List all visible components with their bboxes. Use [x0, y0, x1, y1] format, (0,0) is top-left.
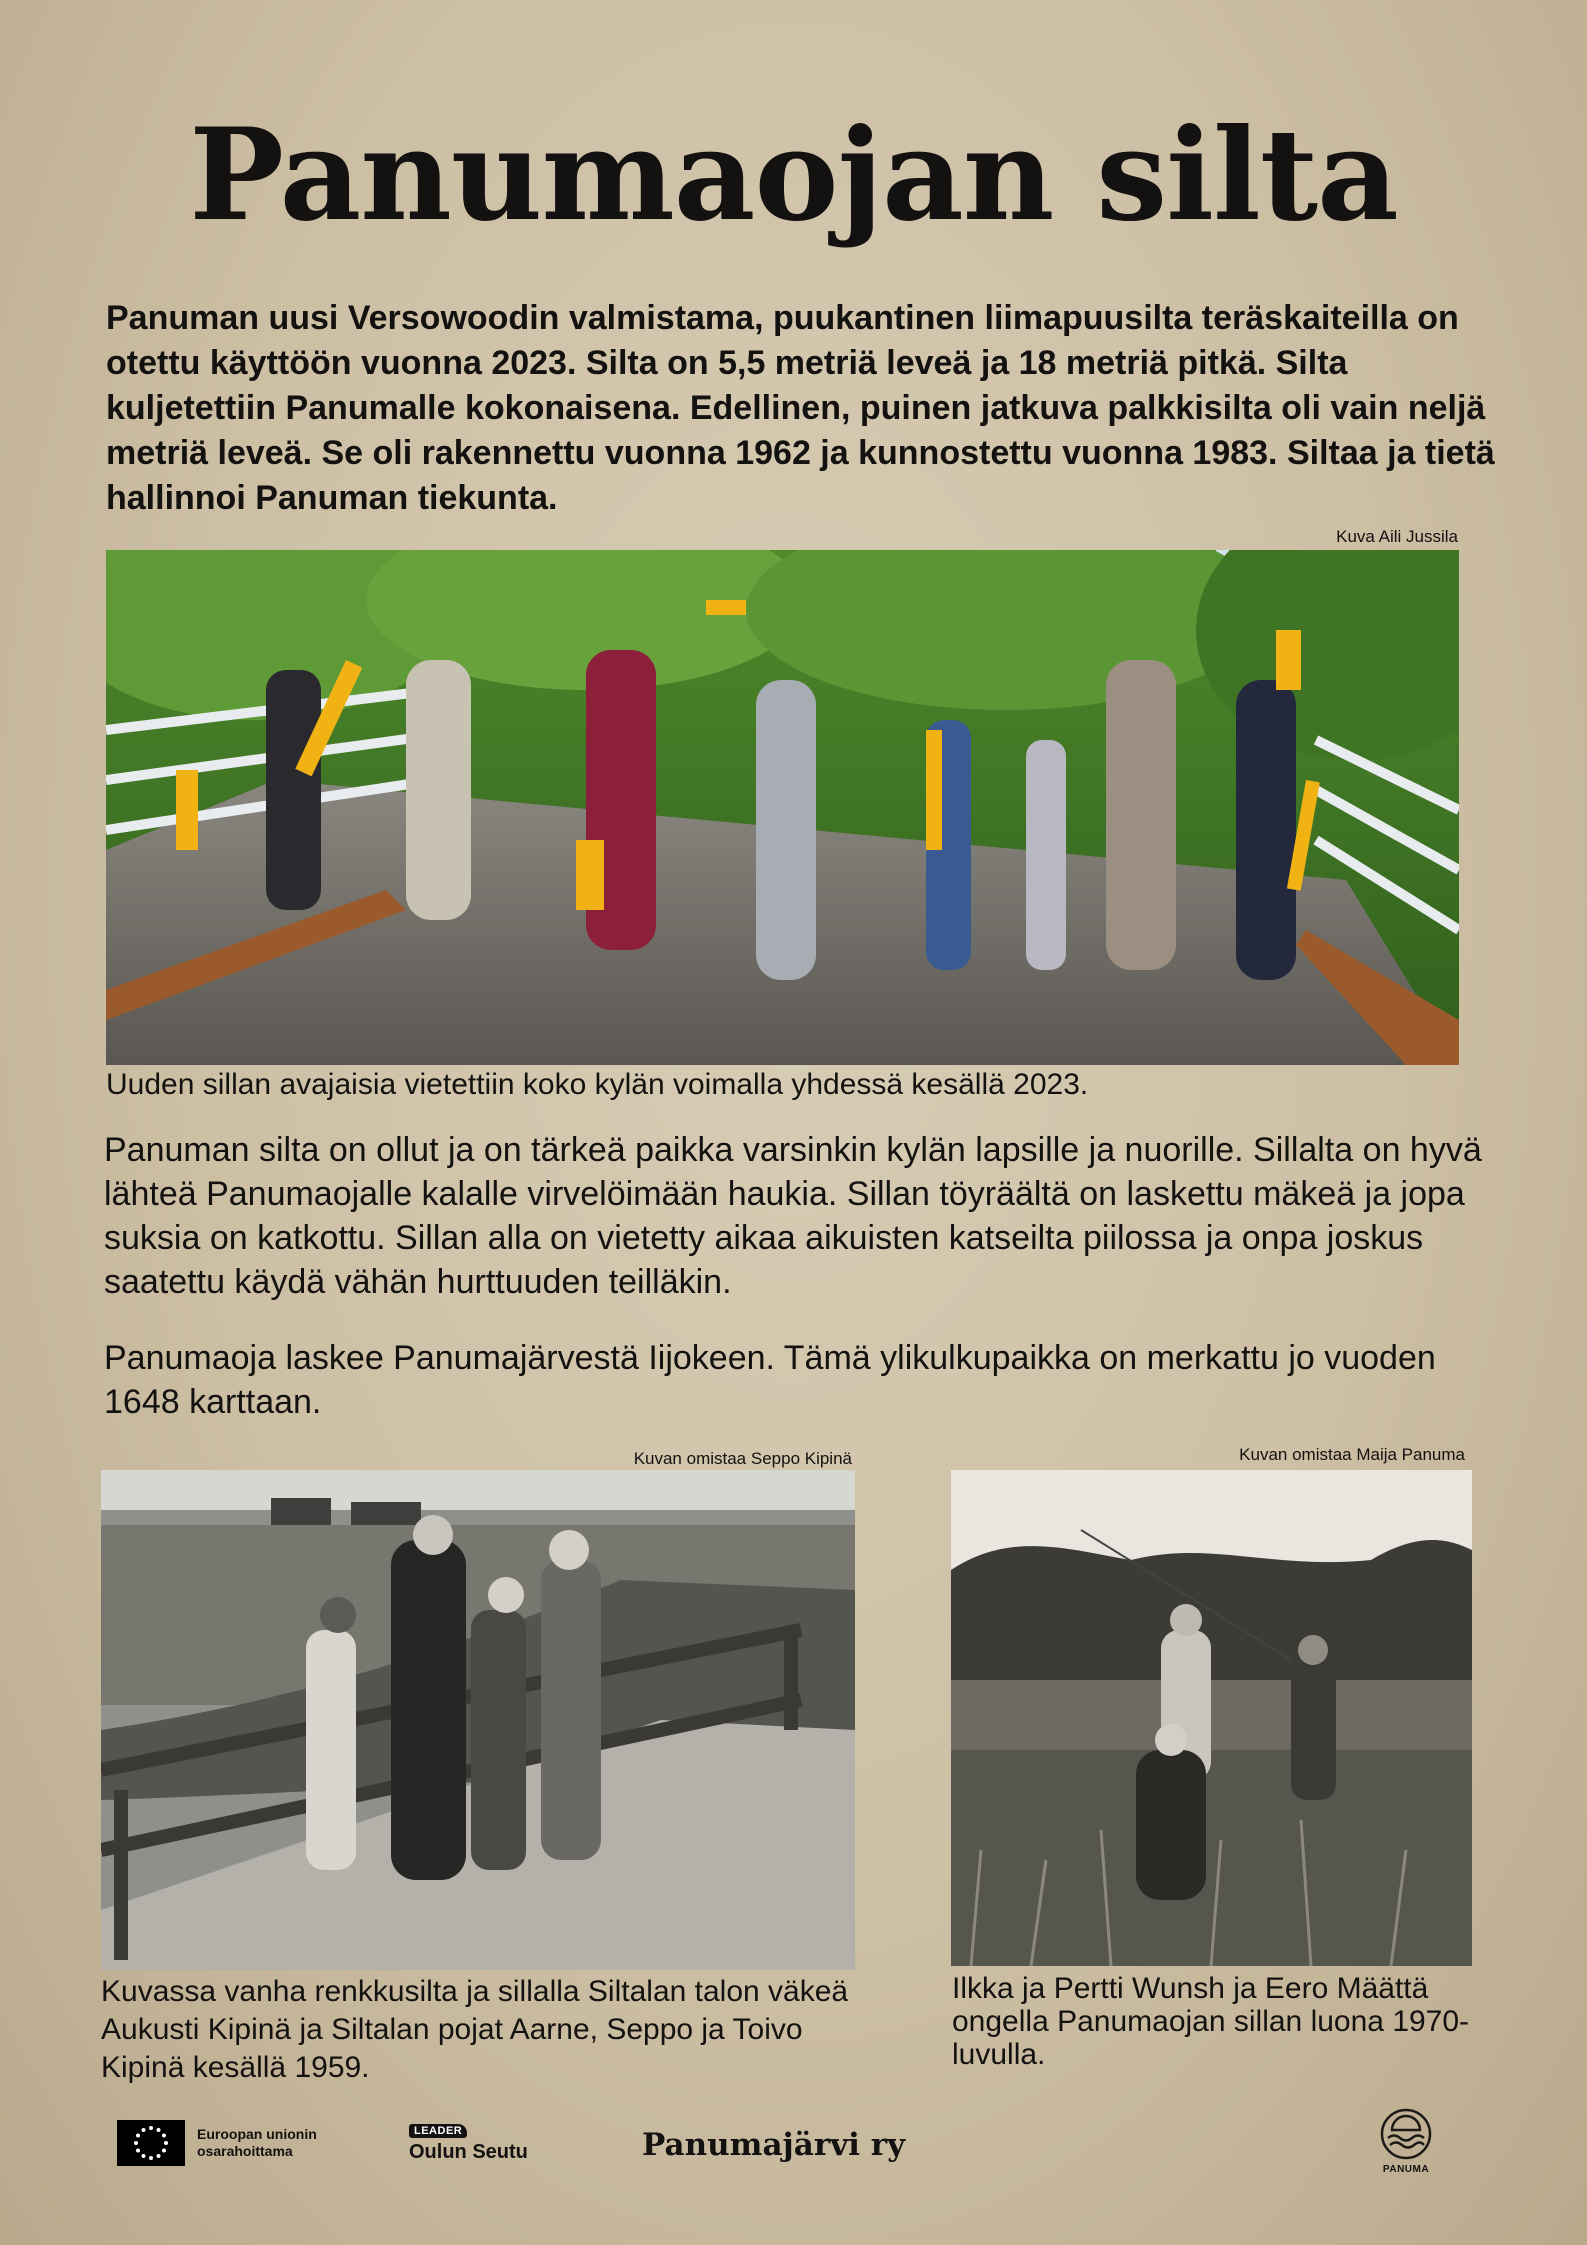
eu-text-line2: osarahoittama — [197, 2143, 293, 2159]
bridge-opening-photo — [106, 550, 1459, 1065]
eu-logo — [117, 2120, 317, 2166]
old-bridge-image — [101, 1470, 855, 1970]
photo2-caption: Kuvassa vanha renkkusilta ja sillalla Siltalan talon väkeä Aukusti Kipinä ja Siltalan pojat Aarne, Seppo ja Toivo Kipinä kesällä 1959. — [101, 1975, 849, 2084]
leader-name: Oulun Seutu — [409, 2141, 528, 2163]
leader-logo — [409, 2124, 528, 2164]
panuma-emblem-icon — [1378, 2106, 1434, 2162]
panuma-logo-text: PANUMA — [1382, 2164, 1430, 2175]
old-bridge-photo — [101, 1470, 855, 1970]
photo3-caption: Ilkka ja Pertti Wunsh ja Eero Määttä ongella Panumaojan sillan luona 1970-luvulla. — [952, 1972, 1470, 2071]
photo3-credit: Kuvan omistaa Maija Panuma — [1239, 1445, 1465, 1464]
body-paragraph-2: Panumaoja laskee Panumajärvestä Iijokeen. Tämä ylikulkupaikka on merkattu jo vuoden 1648 karttaan. — [104, 1339, 1436, 1421]
panuma-logo — [1378, 2106, 1434, 2175]
photo1-caption: Uuden sillan avajaisia vietettiin koko kylän voimalla yhdessä kesällä 2023. — [106, 1068, 1089, 1101]
fishing-image — [951, 1470, 1472, 1966]
association-name: Panumajärvi ry — [642, 2127, 906, 2163]
body-paragraph-1: Panuman silta on ollut ja on tärkeä paikka varsinkin kylän lapsille ja nuorille. Sillalta on hyvä lähteä Panumaojalle kalalle virvelöimään haukia. Sillan töyräältä on laskettu mäkeä ja jopa suksia on katkottu. Sillan alla on vietetty aikaa aikuisten katseilta piilossa ja onpa joskus saatettu käydä vähän hurttuuden teilläkin. — [104, 1131, 1482, 1301]
fishing-photo — [951, 1470, 1472, 1966]
photo1-credit: Kuva Aili Jussila — [1336, 527, 1458, 546]
bridge-opening-image — [106, 550, 1459, 1065]
photo2-credit: Kuvan omistaa Seppo Kipinä — [633, 1449, 852, 1468]
intro-text: Panuman uusi Versowoodin valmistama, puukantinen liimapuusilta teräskaiteilla on otettu käyttöön vuonna 2023. Silta on 5,5 metriä leveä ja 18 metriä pitkä. Silta kuljetettiin Panumalle kokonaisena. Edellinen, puinen jatkuva palkkisilta oli vain neljä metriä leveä. Se oli rakennettu vuonna 1962 ja kunnostettu vuonna 1983. Siltaa ja tietä hallinnoi Panuman tiekunta. — [106, 299, 1495, 517]
page-title: Panumaojan silta — [189, 101, 1398, 249]
leader-badge: LEADER — [409, 2124, 467, 2138]
eu-text-line1: Euroopan unionin — [197, 2126, 317, 2142]
eu-flag-icon — [117, 2120, 185, 2166]
